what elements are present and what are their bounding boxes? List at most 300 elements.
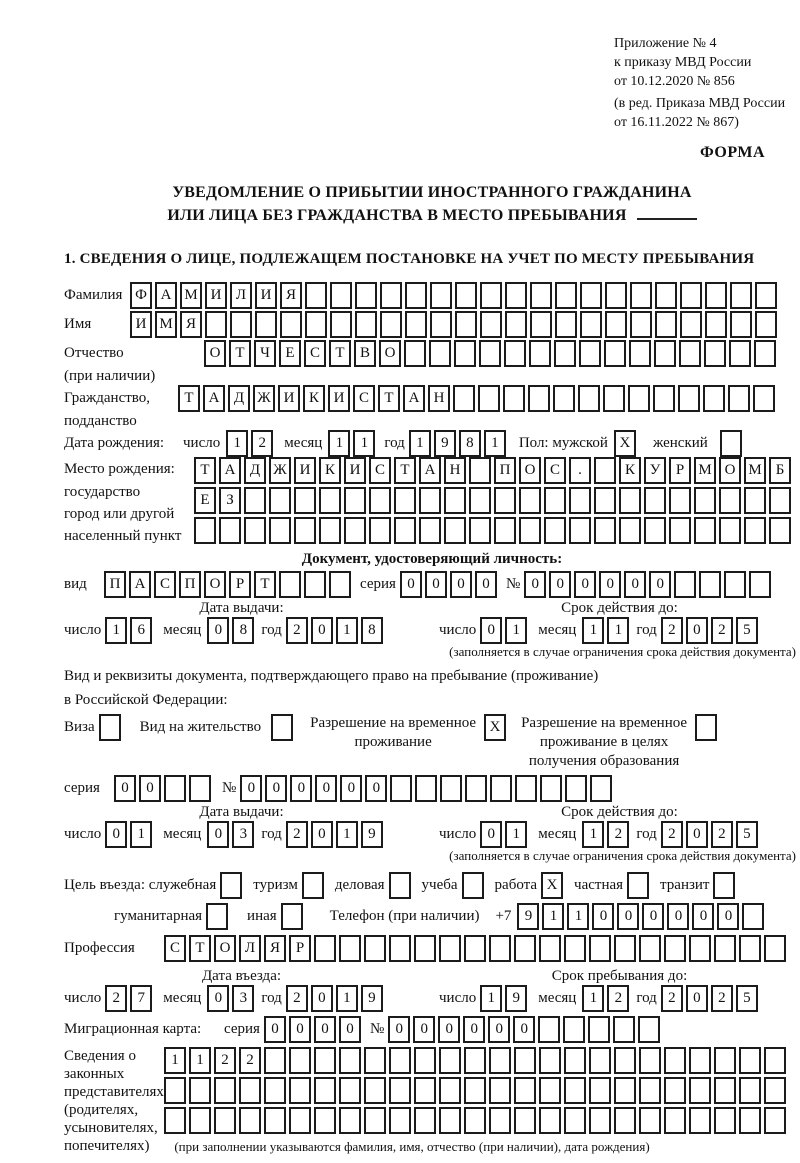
char-cell[interactable] [454, 340, 476, 367]
char-cell[interactable]: 1 [130, 821, 152, 848]
char-cell[interactable] [619, 487, 641, 514]
char-cell[interactable] [603, 385, 625, 412]
char-cell[interactable]: Т [194, 457, 216, 484]
char-cell[interactable]: 0 [717, 903, 739, 930]
char-cell[interactable] [264, 1107, 286, 1134]
char-cell[interactable] [578, 385, 600, 412]
char-cell[interactable] [344, 487, 366, 514]
char-cell[interactable]: 3 [232, 985, 254, 1012]
char-cell[interactable] [714, 1077, 736, 1104]
char-cell[interactable]: 0 [686, 821, 708, 848]
char-cell[interactable] [314, 935, 336, 962]
char-cell[interactable]: . [569, 457, 591, 484]
char-cell[interactable]: 0 [549, 571, 571, 598]
char-cell[interactable] [689, 1077, 711, 1104]
char-cell[interactable]: 7 [130, 985, 152, 1012]
char-cell[interactable]: 5 [736, 617, 758, 644]
char-cell[interactable] [563, 1016, 585, 1043]
char-cell[interactable] [289, 1077, 311, 1104]
char-cell[interactable]: 0 [265, 775, 287, 802]
char-cell[interactable] [764, 935, 786, 962]
char-cell[interactable]: Н [428, 385, 450, 412]
char-cell[interactable]: 5 [736, 821, 758, 848]
char-cell[interactable]: 0 [365, 775, 387, 802]
char-cell[interactable] [515, 775, 537, 802]
char-cell[interactable] [314, 1047, 336, 1074]
char-cell[interactable] [655, 282, 677, 309]
char-cell[interactable] [453, 385, 475, 412]
char-cell[interactable] [729, 340, 751, 367]
char-cell[interactable] [380, 311, 402, 338]
char-cell[interactable] [490, 775, 512, 802]
checkbox-cell[interactable] [389, 872, 411, 899]
char-cell[interactable]: Т [394, 457, 416, 484]
char-cell[interactable] [654, 340, 676, 367]
char-cell[interactable] [503, 385, 525, 412]
char-cell[interactable]: Ж [253, 385, 275, 412]
checkbox-cell[interactable]: X [484, 714, 506, 741]
char-cell[interactable] [569, 487, 591, 514]
char-cell[interactable] [564, 1077, 586, 1104]
char-cell[interactable] [519, 517, 541, 544]
char-cell[interactable] [588, 1016, 610, 1043]
char-cell[interactable] [505, 311, 527, 338]
char-cell[interactable] [189, 1107, 211, 1134]
char-cell[interactable]: 0 [240, 775, 262, 802]
char-cell[interactable]: 0 [480, 617, 502, 644]
char-cell[interactable]: З [219, 487, 241, 514]
char-cell[interactable]: А [129, 571, 151, 598]
char-cell[interactable]: Я [180, 311, 202, 338]
checkbox-cell[interactable]: X [541, 872, 563, 899]
char-cell[interactable] [219, 517, 241, 544]
char-cell[interactable] [664, 1047, 686, 1074]
char-cell[interactable] [614, 1077, 636, 1104]
char-cell[interactable] [674, 571, 696, 598]
char-cell[interactable] [530, 311, 552, 338]
char-cell[interactable] [415, 775, 437, 802]
char-cell[interactable] [464, 1107, 486, 1134]
char-cell[interactable]: 9 [361, 985, 383, 1012]
char-cell[interactable] [639, 1047, 661, 1074]
char-cell[interactable] [364, 1047, 386, 1074]
char-cell[interactable]: 1 [336, 821, 358, 848]
char-cell[interactable] [680, 311, 702, 338]
char-cell[interactable]: А [219, 457, 241, 484]
char-cell[interactable]: Е [279, 340, 301, 367]
char-cell[interactable] [742, 903, 764, 930]
char-cell[interactable]: И [328, 385, 350, 412]
char-cell[interactable] [628, 385, 650, 412]
char-cell[interactable] [355, 282, 377, 309]
char-cell[interactable]: 1 [607, 617, 629, 644]
char-cell[interactable]: 8 [459, 430, 481, 457]
char-cell[interactable]: 2 [105, 985, 127, 1012]
char-cell[interactable]: С [353, 385, 375, 412]
char-cell[interactable]: Т [178, 385, 200, 412]
char-cell[interactable] [539, 1107, 561, 1134]
char-cell[interactable]: П [104, 571, 126, 598]
char-cell[interactable] [769, 487, 791, 514]
char-cell[interactable] [555, 311, 577, 338]
char-cell[interactable]: 0 [388, 1016, 410, 1043]
char-cell[interactable]: О [719, 457, 741, 484]
char-cell[interactable] [753, 385, 775, 412]
char-cell[interactable]: 6 [130, 617, 152, 644]
char-cell[interactable]: А [155, 282, 177, 309]
char-cell[interactable]: Р [229, 571, 251, 598]
char-cell[interactable] [669, 487, 691, 514]
char-cell[interactable]: 2 [711, 821, 733, 848]
char-cell[interactable]: К [303, 385, 325, 412]
char-cell[interactable]: 2 [607, 985, 629, 1012]
char-cell[interactable]: Д [244, 457, 266, 484]
char-cell[interactable] [244, 487, 266, 514]
char-cell[interactable] [389, 1107, 411, 1134]
char-cell[interactable] [694, 517, 716, 544]
char-cell[interactable] [194, 517, 216, 544]
char-cell[interactable] [364, 935, 386, 962]
char-cell[interactable]: К [319, 457, 341, 484]
char-cell[interactable]: Т [378, 385, 400, 412]
char-cell[interactable] [544, 517, 566, 544]
char-cell[interactable]: И [344, 457, 366, 484]
char-cell[interactable] [594, 487, 616, 514]
char-cell[interactable] [564, 935, 586, 962]
char-cell[interactable] [744, 517, 766, 544]
char-cell[interactable] [164, 1107, 186, 1134]
char-cell[interactable] [694, 487, 716, 514]
char-cell[interactable] [390, 775, 412, 802]
char-cell[interactable]: 0 [642, 903, 664, 930]
char-cell[interactable]: Я [280, 282, 302, 309]
char-cell[interactable] [405, 282, 427, 309]
char-cell[interactable]: 0 [463, 1016, 485, 1043]
char-cell[interactable] [464, 935, 486, 962]
char-cell[interactable] [554, 340, 576, 367]
char-cell[interactable]: О [214, 935, 236, 962]
char-cell[interactable]: Л [230, 282, 252, 309]
char-cell[interactable] [639, 1107, 661, 1134]
char-cell[interactable] [289, 1047, 311, 1074]
char-cell[interactable]: О [204, 571, 226, 598]
char-cell[interactable]: Т [254, 571, 276, 598]
char-cell[interactable] [594, 457, 616, 484]
char-cell[interactable]: 2 [286, 821, 308, 848]
char-cell[interactable] [730, 282, 752, 309]
char-cell[interactable] [514, 1047, 536, 1074]
char-cell[interactable] [504, 340, 526, 367]
char-cell[interactable] [655, 311, 677, 338]
char-cell[interactable]: 2 [239, 1047, 261, 1074]
char-cell[interactable] [480, 311, 502, 338]
char-cell[interactable]: Ч [254, 340, 276, 367]
char-cell[interactable] [305, 311, 327, 338]
char-cell[interactable]: 9 [361, 821, 383, 848]
char-cell[interactable] [294, 487, 316, 514]
char-cell[interactable]: 1 [542, 903, 564, 930]
char-cell[interactable] [580, 311, 602, 338]
checkbox-cell[interactable]: X [614, 430, 636, 457]
char-cell[interactable] [739, 935, 761, 962]
char-cell[interactable] [764, 1107, 786, 1134]
char-cell[interactable]: 1 [189, 1047, 211, 1074]
char-cell[interactable] [514, 1077, 536, 1104]
char-cell[interactable] [579, 340, 601, 367]
char-cell[interactable] [629, 340, 651, 367]
char-cell[interactable] [419, 517, 441, 544]
char-cell[interactable]: 1 [336, 617, 358, 644]
char-cell[interactable]: 0 [686, 985, 708, 1012]
char-cell[interactable] [755, 311, 777, 338]
checkbox-cell[interactable] [206, 903, 228, 930]
char-cell[interactable] [339, 1107, 361, 1134]
char-cell[interactable] [414, 1047, 436, 1074]
char-cell[interactable] [680, 282, 702, 309]
char-cell[interactable]: С [369, 457, 391, 484]
char-cell[interactable] [764, 1077, 786, 1104]
char-cell[interactable] [739, 1077, 761, 1104]
checkbox-cell[interactable] [302, 872, 324, 899]
char-cell[interactable]: 0 [667, 903, 689, 930]
char-cell[interactable] [755, 282, 777, 309]
char-cell[interactable]: 1 [336, 985, 358, 1012]
checkbox-cell[interactable] [720, 430, 742, 457]
char-cell[interactable] [555, 282, 577, 309]
char-cell[interactable] [319, 487, 341, 514]
char-cell[interactable]: 0 [450, 571, 472, 598]
char-cell[interactable]: 1 [105, 617, 127, 644]
char-cell[interactable] [530, 282, 552, 309]
char-cell[interactable]: М [155, 311, 177, 338]
char-cell[interactable] [614, 1107, 636, 1134]
char-cell[interactable] [164, 775, 186, 802]
char-cell[interactable] [444, 487, 466, 514]
char-cell[interactable]: 0 [340, 775, 362, 802]
char-cell[interactable] [414, 1107, 436, 1134]
char-cell[interactable] [614, 1047, 636, 1074]
char-cell[interactable]: Д [228, 385, 250, 412]
char-cell[interactable] [605, 282, 627, 309]
char-cell[interactable] [728, 385, 750, 412]
char-cell[interactable] [704, 340, 726, 367]
char-cell[interactable] [589, 1077, 611, 1104]
char-cell[interactable]: 0 [599, 571, 621, 598]
char-cell[interactable]: 1 [582, 821, 604, 848]
char-cell[interactable]: Ф [130, 282, 152, 309]
char-cell[interactable] [589, 1107, 611, 1134]
char-cell[interactable] [739, 1107, 761, 1134]
char-cell[interactable]: Р [289, 935, 311, 962]
char-cell[interactable] [754, 340, 776, 367]
char-cell[interactable]: 0 [617, 903, 639, 930]
char-cell[interactable] [405, 311, 427, 338]
char-cell[interactable] [469, 457, 491, 484]
char-cell[interactable] [314, 1107, 336, 1134]
char-cell[interactable] [164, 1077, 186, 1104]
char-cell[interactable] [538, 1016, 560, 1043]
char-cell[interactable]: В [354, 340, 376, 367]
char-cell[interactable] [339, 1047, 361, 1074]
char-cell[interactable] [330, 311, 352, 338]
char-cell[interactable] [455, 282, 477, 309]
char-cell[interactable] [653, 385, 675, 412]
char-cell[interactable] [430, 282, 452, 309]
char-cell[interactable] [440, 775, 462, 802]
char-cell[interactable] [404, 340, 426, 367]
char-cell[interactable] [280, 311, 302, 338]
char-cell[interactable]: 0 [649, 571, 671, 598]
char-cell[interactable] [639, 935, 661, 962]
char-cell[interactable]: 0 [692, 903, 714, 930]
char-cell[interactable] [714, 935, 736, 962]
char-cell[interactable] [330, 282, 352, 309]
char-cell[interactable]: 8 [361, 617, 383, 644]
char-cell[interactable] [255, 311, 277, 338]
char-cell[interactable]: 0 [413, 1016, 435, 1043]
char-cell[interactable]: 0 [686, 617, 708, 644]
char-cell[interactable]: 0 [207, 821, 229, 848]
char-cell[interactable]: 0 [524, 571, 546, 598]
char-cell[interactable]: 1 [164, 1047, 186, 1074]
char-cell[interactable]: К [619, 457, 641, 484]
char-cell[interactable]: М [744, 457, 766, 484]
checkbox-cell[interactable] [99, 714, 121, 741]
char-cell[interactable]: 1 [480, 985, 502, 1012]
char-cell[interactable] [564, 1047, 586, 1074]
char-cell[interactable] [730, 311, 752, 338]
char-cell[interactable] [769, 517, 791, 544]
char-cell[interactable] [489, 1107, 511, 1134]
char-cell[interactable] [613, 1016, 635, 1043]
char-cell[interactable] [394, 487, 416, 514]
char-cell[interactable] [739, 1047, 761, 1074]
char-cell[interactable]: 5 [736, 985, 758, 1012]
char-cell[interactable] [514, 935, 536, 962]
char-cell[interactable] [589, 1047, 611, 1074]
char-cell[interactable]: С [154, 571, 176, 598]
char-cell[interactable]: 0 [475, 571, 497, 598]
char-cell[interactable] [539, 935, 561, 962]
char-cell[interactable] [269, 517, 291, 544]
char-cell[interactable] [539, 1047, 561, 1074]
char-cell[interactable] [630, 311, 652, 338]
char-cell[interactable] [380, 282, 402, 309]
char-cell[interactable] [230, 311, 252, 338]
char-cell[interactable] [678, 385, 700, 412]
char-cell[interactable] [189, 1077, 211, 1104]
char-cell[interactable] [364, 1107, 386, 1134]
char-cell[interactable]: 9 [517, 903, 539, 930]
char-cell[interactable] [664, 1107, 686, 1134]
char-cell[interactable]: 1 [567, 903, 589, 930]
char-cell[interactable] [439, 1077, 461, 1104]
char-cell[interactable]: С [304, 340, 326, 367]
char-cell[interactable] [689, 1107, 711, 1134]
char-cell[interactable] [439, 935, 461, 962]
checkbox-cell[interactable] [271, 714, 293, 741]
char-cell[interactable] [189, 775, 211, 802]
char-cell[interactable]: 0 [438, 1016, 460, 1043]
char-cell[interactable]: 1 [353, 430, 375, 457]
char-cell[interactable]: Л [239, 935, 261, 962]
char-cell[interactable]: 1 [582, 985, 604, 1012]
char-cell[interactable]: П [494, 457, 516, 484]
char-cell[interactable]: 0 [289, 1016, 311, 1043]
char-cell[interactable] [464, 1047, 486, 1074]
char-cell[interactable]: 2 [661, 985, 683, 1012]
char-cell[interactable] [590, 775, 612, 802]
char-cell[interactable]: А [403, 385, 425, 412]
char-cell[interactable]: С [164, 935, 186, 962]
char-cell[interactable]: А [419, 457, 441, 484]
char-cell[interactable] [489, 1077, 511, 1104]
char-cell[interactable] [764, 1047, 786, 1074]
char-cell[interactable]: 2 [286, 617, 308, 644]
char-cell[interactable]: 1 [484, 430, 506, 457]
checkbox-cell[interactable] [695, 714, 717, 741]
char-cell[interactable]: 0 [114, 775, 136, 802]
char-cell[interactable] [269, 487, 291, 514]
char-cell[interactable]: 1 [226, 430, 248, 457]
char-cell[interactable]: 0 [592, 903, 614, 930]
checkbox-cell[interactable] [220, 872, 242, 899]
char-cell[interactable] [289, 1107, 311, 1134]
char-cell[interactable] [205, 311, 227, 338]
char-cell[interactable] [479, 340, 501, 367]
char-cell[interactable]: Р [669, 457, 691, 484]
char-cell[interactable] [469, 517, 491, 544]
char-cell[interactable]: 0 [315, 775, 337, 802]
char-cell[interactable]: Я [264, 935, 286, 962]
char-cell[interactable] [304, 571, 326, 598]
char-cell[interactable]: У [644, 457, 666, 484]
char-cell[interactable] [355, 311, 377, 338]
char-cell[interactable] [580, 282, 602, 309]
char-cell[interactable]: 0 [105, 821, 127, 848]
char-cell[interactable] [465, 775, 487, 802]
char-cell[interactable] [553, 385, 575, 412]
char-cell[interactable] [264, 1077, 286, 1104]
char-cell[interactable] [589, 935, 611, 962]
char-cell[interactable] [214, 1077, 236, 1104]
char-cell[interactable] [469, 487, 491, 514]
char-cell[interactable] [705, 311, 727, 338]
char-cell[interactable]: 9 [434, 430, 456, 457]
char-cell[interactable] [544, 487, 566, 514]
char-cell[interactable] [565, 775, 587, 802]
char-cell[interactable]: 1 [582, 617, 604, 644]
checkbox-cell[interactable] [281, 903, 303, 930]
char-cell[interactable]: 1 [505, 821, 527, 848]
char-cell[interactable]: И [294, 457, 316, 484]
char-cell[interactable] [664, 1077, 686, 1104]
char-cell[interactable]: 0 [207, 617, 229, 644]
char-cell[interactable] [705, 282, 727, 309]
char-cell[interactable]: 2 [286, 985, 308, 1012]
char-cell[interactable] [519, 487, 541, 514]
char-cell[interactable]: 0 [513, 1016, 535, 1043]
char-cell[interactable]: 0 [480, 821, 502, 848]
char-cell[interactable]: 8 [232, 617, 254, 644]
char-cell[interactable] [339, 935, 361, 962]
char-cell[interactable]: Б [769, 457, 791, 484]
char-cell[interactable]: Т [229, 340, 251, 367]
char-cell[interactable] [414, 935, 436, 962]
char-cell[interactable] [244, 517, 266, 544]
char-cell[interactable]: И [255, 282, 277, 309]
char-cell[interactable] [305, 282, 327, 309]
